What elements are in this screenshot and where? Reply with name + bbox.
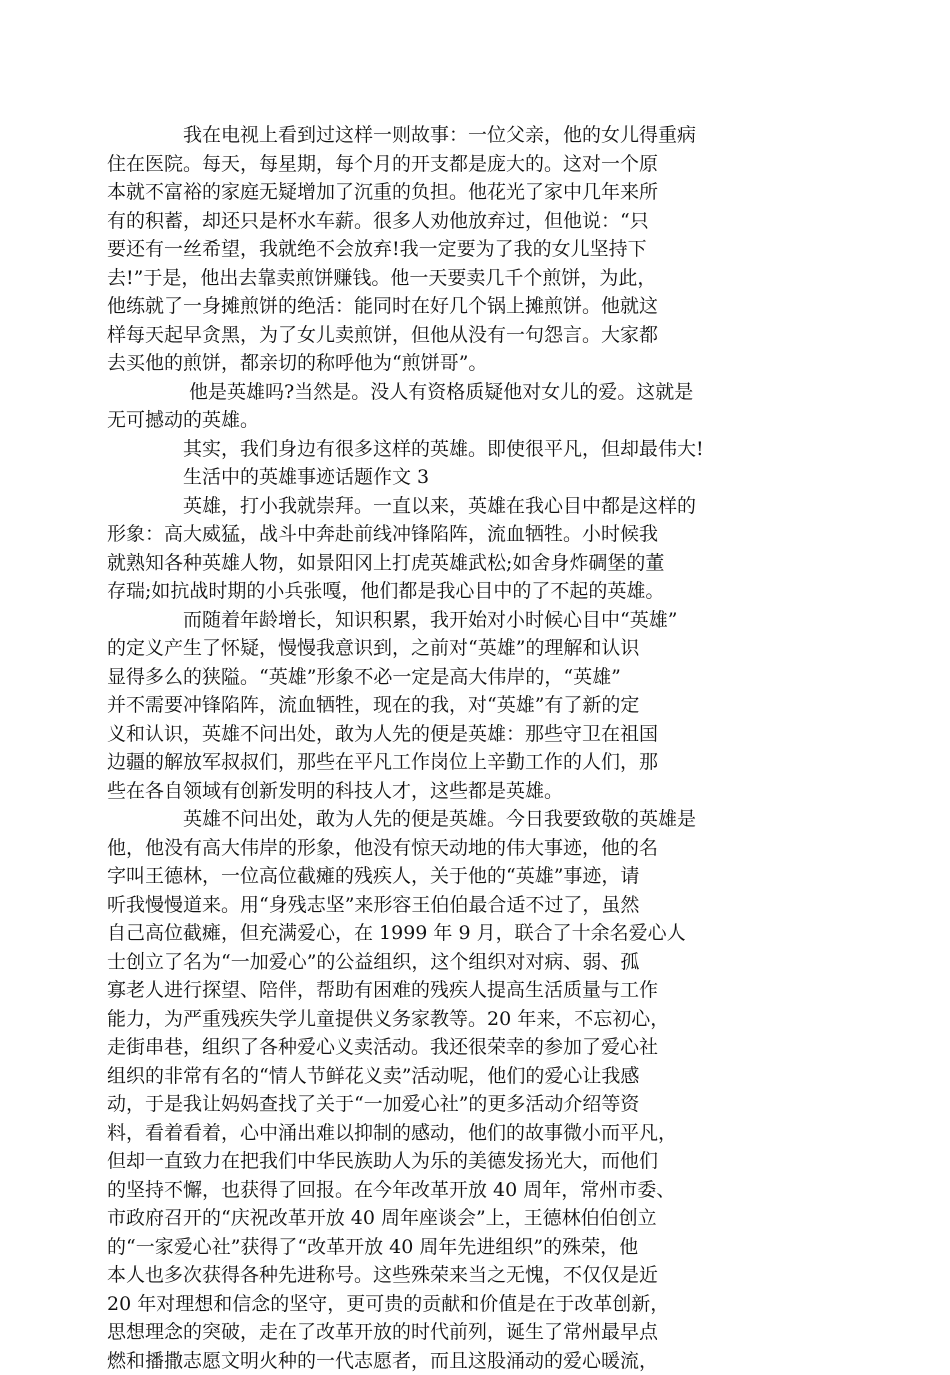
text-line: 就熟知各种英雄人物，如景阳冈上打虎英雄武松;如舍身炸碉堡的董 [145, 549, 810, 578]
text-line: 住在医院。每天，每星期，每个月的开支都是庞大的。这对一个原 [145, 150, 810, 179]
text-line: 听我慢慢道来。用“身残志坚”来形容王伯伯最合适不过了，虽然 [145, 891, 810, 920]
text-line: 本就不富裕的家庭无疑增加了沉重的负担。他花光了家中几年来所 [145, 178, 810, 207]
paragraph [145, 378, 810, 435]
text-line: 走街串巷，组织了各种爱心义卖活动。我还很荣幸的参加了爱心社 [145, 1033, 810, 1062]
text-line: 20 年对理想和信念的坚守，更可贵的贡献和价值是在于改革创新， [145, 1290, 810, 1319]
text-line: 的坚持不懈，也获得了回报。在今年改革开放 40 周年，常州市委、 [145, 1176, 810, 1205]
text-line: 的定义产生了怀疑，慢慢我意识到，之前对“英雄”的理解和认识 [145, 634, 810, 663]
text-line: 燃和播撒志愿文明火种的一代志愿者，而且这股涌动的爱心暖流， [145, 1347, 810, 1375]
text-line: 生活中的英雄事迹话题作文 3 [145, 463, 810, 492]
text-line: 英雄不问出处，敢为人先的便是英雄。今日我要致敬的英雄是 [145, 805, 810, 834]
text-line: 无可撼动的英雄。 [145, 406, 810, 435]
text-line: 其实，我们身边有很多这样的英雄。即使很平凡，但却最伟大! [145, 435, 810, 464]
text-line: 自己高位截瘫，但充满爱心，在 1999 年 9 月，联合了十余名爱心人 [145, 919, 810, 948]
document-page [145, 121, 810, 1375]
text-line: 存瑞;如抗战时期的小兵张嘎，他们都是我心目中的了不起的英雄。 [145, 577, 810, 606]
paragraph [145, 606, 810, 806]
text-line: 义和认识，英雄不问出处，敢为人先的便是英雄：那些守卫在祖国 [145, 720, 810, 749]
paragraph [145, 492, 810, 606]
text-line: 形象：高大威猛，战斗中奔赴前线冲锋陷阵，流血牺牲。小时候我 [145, 520, 810, 549]
text-line: 字叫王德林，一位高位截瘫的残疾人，关于他的“英雄”事迹，请 [145, 862, 810, 891]
paragraph [145, 463, 810, 492]
text-line: 组织的非常有名的“情人节鲜花义卖”活动呢，他们的爱心让我感 [145, 1062, 810, 1091]
text-line: 的“一家爱心社”获得了“改革开放 40 周年先进组织”的殊荣，他 [145, 1233, 810, 1262]
text-line: 本人也多次获得各种先进称号。这些殊荣来当之无愧，不仅仅是近 [145, 1261, 810, 1290]
text-line: 但却一直致力在把我们中华民族助人为乐的美德发扬光大，而他们 [145, 1147, 810, 1176]
text-line: 要还有一丝希望，我就绝不会放弃!我一定要为了我的女儿坚持下 [145, 235, 810, 264]
text-line: 英雄，打小我就崇拜。一直以来，英雄在我心目中都是这样的 [145, 492, 810, 521]
text-line: 他是英雄吗?当然是。没人有资格质疑他对女儿的爱。这就是 [145, 378, 810, 407]
text-line: 他练就了一身摊煎饼的绝活：能同时在好几个锅上摊煎饼。他就这 [145, 292, 810, 321]
text-line: 有的积蓄，却还只是杯水车薪。很多人劝他放弃过，但他说：“只 [145, 207, 810, 236]
text-line: 去!”于是，他出去靠卖煎饼赚钱。他一天要卖几千个煎饼，为此， [145, 264, 810, 293]
text-line: 而随着年龄增长，知识积累，我开始对小时候心目中“英雄” [145, 606, 810, 635]
text-line: 他，他没有高大伟岸的形象，他没有惊天动地的伟大事迹，他的名 [145, 834, 810, 863]
text-line: 我在电视上看到过这样一则故事：一位父亲，他的女儿得重病 [145, 121, 810, 150]
text-line: 能力，为严重残疾失学儿童提供义务家教等。20 年来，不忘初心， [145, 1005, 810, 1034]
text-line: 样每天起早贪黑，为了女儿卖煎饼，但他从没有一句怨言。大家都 [145, 321, 810, 350]
text-line: 显得多么的狭隘。“英雄”形象不必一定是高大伟岸的，“英雄” [145, 663, 810, 692]
text-line: 边疆的解放军叔叔们，那些在平凡工作岗位上辛勤工作的人们，那 [145, 748, 810, 777]
paragraph [145, 121, 810, 378]
text-line: 士创立了名为“一加爱心”的公益组织，这个组织对对病、弱、孤 [145, 948, 810, 977]
text-line: 寡老人进行探望、陪伴，帮助有困难的残疾人提高生活质量与工作 [145, 976, 810, 1005]
paragraph [145, 805, 810, 1375]
text-line: 些在各自领域有创新发明的科技人才，这些都是英雄。 [145, 777, 810, 806]
text-line: 动，于是我让妈妈查找了关于“一加爱心社”的更多活动介绍等资 [145, 1090, 810, 1119]
text-line: 市政府召开的“庆祝改革开放 40 周年座谈会”上，王德林伯伯创立 [145, 1204, 810, 1233]
text-line: 思想理念的突破，走在了改革开放的时代前列，诞生了常州最早点 [145, 1318, 810, 1347]
paragraph [145, 435, 810, 464]
text-line: 并不需要冲锋陷阵，流血牺牲，现在的我，对“英雄”有了新的定 [145, 691, 810, 720]
text-line: 料，看着看着，心中涌出难以抑制的感动，他们的故事微小而平凡， [145, 1119, 810, 1148]
text-line: 去买他的煎饼，都亲切的称呼他为“煎饼哥”。 [145, 349, 810, 378]
